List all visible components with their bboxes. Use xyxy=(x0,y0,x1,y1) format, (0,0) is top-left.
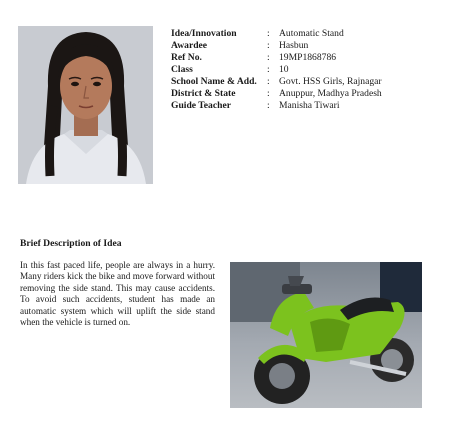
brief-description-title: Brief Description of Idea xyxy=(20,238,122,249)
separator: : xyxy=(267,88,270,99)
info-row-class xyxy=(171,64,382,76)
idea-label: Idea/Innovation xyxy=(171,28,237,39)
awardee-label: Awardee xyxy=(171,40,208,51)
separator: : xyxy=(267,100,270,111)
info-row-district xyxy=(171,88,382,100)
info-row-teacher xyxy=(171,100,382,112)
separator: : xyxy=(267,52,270,63)
teacher-value: Manisha Tiwari xyxy=(279,100,340,111)
teacher-label: Guide Teacher xyxy=(171,100,231,111)
info-row-awardee xyxy=(171,40,382,52)
awardee-value: Hasbun xyxy=(279,40,309,51)
innovation-photo xyxy=(230,262,422,408)
awardee-info xyxy=(171,28,382,112)
ref-value: 19MP1868786 xyxy=(279,52,337,63)
separator: : xyxy=(267,40,270,51)
district-value: Anuppur, Madhya Pradesh xyxy=(279,88,382,99)
class-value: 10 xyxy=(279,64,289,75)
info-row-idea xyxy=(171,28,382,40)
brief-description-text: In this fast paced life, people are always in a hurry. Many riders kick the bike and move forward without removing the side stand. This may cause accidents. To avoid such accidents, student has made an automatic system which will uplift the side stand when the vehicle is turned on. xyxy=(20,260,215,328)
class-label: Class xyxy=(171,64,193,75)
separator: : xyxy=(267,64,270,75)
separator: : xyxy=(267,28,270,39)
awardee-portrait-image xyxy=(18,26,153,184)
toy-bike-image xyxy=(230,262,422,408)
idea-value: Automatic Stand xyxy=(279,28,344,39)
school-value: Govt. HSS Girls, Rajnagar xyxy=(279,76,382,87)
info-row-ref xyxy=(171,52,382,64)
school-label: School Name & Add. xyxy=(171,76,257,87)
ref-label: Ref No. xyxy=(171,52,202,63)
district-label: District & State xyxy=(171,88,236,99)
info-row-school xyxy=(171,76,382,88)
awardee-photo xyxy=(18,26,153,184)
separator: : xyxy=(267,76,270,87)
